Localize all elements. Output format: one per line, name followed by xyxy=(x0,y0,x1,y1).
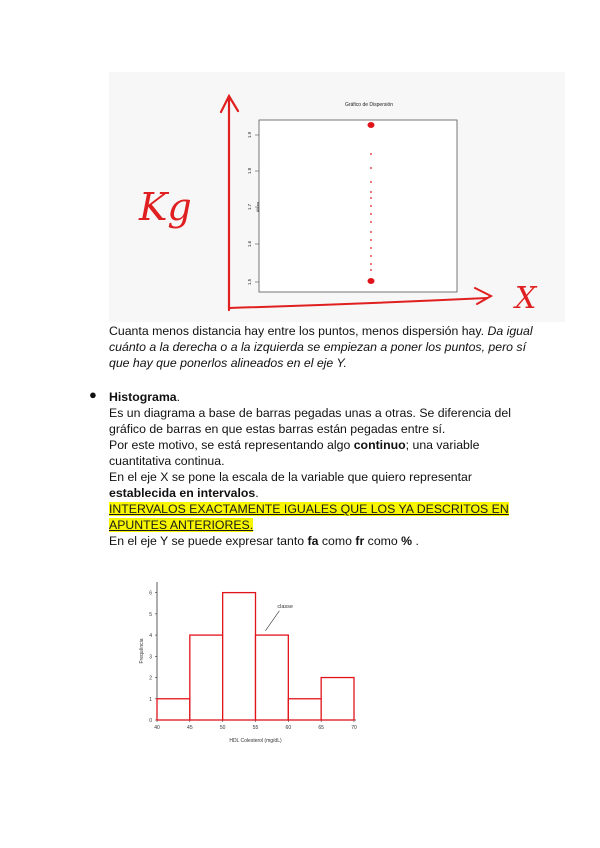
line-3-bold: continuo xyxy=(353,438,406,452)
line-6 xyxy=(109,485,579,501)
scatter-point-cluster-bottom xyxy=(368,278,375,284)
x-tick-label: 40 xyxy=(154,725,160,731)
hand-label-kg: Kg xyxy=(139,185,192,229)
line-1: Es un diagrama a base de barras pegadas unas a otras. Se diferencia del xyxy=(109,406,511,420)
x-tick-label: 55 xyxy=(252,725,259,731)
line-7-a: En el eje Y se puede expresar tanto xyxy=(109,534,305,548)
hand-label-x: X xyxy=(515,281,537,316)
line-3-a: Por este motivo, se está representando algo xyxy=(109,438,351,452)
x-tick-label: 45 xyxy=(187,725,193,731)
scatter-point xyxy=(370,221,372,223)
y-tick-label: 4 xyxy=(149,633,152,640)
scatter-point xyxy=(370,239,372,241)
y-tick-label: 5 xyxy=(149,611,152,618)
scatter-point xyxy=(370,205,372,207)
line-3-c: ; una variable xyxy=(405,438,480,452)
line-2: gráfico de barras en que estas barras están pegadas entre sí. xyxy=(109,422,446,436)
scatter-plot-svg xyxy=(109,72,565,322)
line-7 xyxy=(109,533,579,549)
histogram-bars xyxy=(157,593,354,720)
line-7-como-2: como xyxy=(367,534,398,548)
hand-drawn-y-axis xyxy=(221,96,238,310)
dispersion-paragraph xyxy=(109,323,569,371)
highlight-text-2: APUNTES ANTERIORES. xyxy=(109,518,254,532)
bullet-title-dot: . xyxy=(176,390,181,404)
y-tick-label: 1.5 xyxy=(247,278,252,286)
annotation-arrow xyxy=(265,611,279,631)
x-tick-label: 60 xyxy=(285,725,292,731)
scatter-point xyxy=(370,269,372,271)
highlight-line-2 xyxy=(109,517,579,533)
line-7-dot: . xyxy=(415,534,419,548)
y-tick-label: 1.8 xyxy=(247,167,252,175)
p1-italic-b: cuánto a la derecha o a la izquierda se empiezan a poner los puntos, pero sí xyxy=(109,340,526,354)
bullet-dot: ● xyxy=(89,387,97,402)
histogram-bar xyxy=(190,635,223,720)
scatter-point-cluster-top xyxy=(368,122,375,128)
line-5: En el eje X se pone la escala de la variable que quiero representar xyxy=(109,470,472,484)
x-tick-label: 65 xyxy=(318,725,324,731)
highlight-text-1: INTERVALOS EXACTAMENTE IGUALES QUE LOS YA DESCRITOS EN xyxy=(109,502,509,516)
scatter-point xyxy=(370,263,372,265)
scatter-point xyxy=(370,181,372,183)
scatter-point xyxy=(370,167,372,169)
histogram-bar xyxy=(288,699,321,720)
scatter-point xyxy=(370,255,372,257)
p1-italic-a: Da igual xyxy=(487,324,533,338)
y-tick-label: 3 xyxy=(149,654,152,661)
y-tick-label: 1.7 xyxy=(247,203,252,211)
scatter-title: Gráfico de Dispersión xyxy=(344,102,394,108)
histogram-bar xyxy=(157,699,190,720)
highlight-line-1 xyxy=(109,501,579,517)
x-axis-label: HDL Colesterol (mg/dL) xyxy=(229,738,282,744)
scatter-point xyxy=(370,213,372,215)
y-tick-label: 0 xyxy=(149,718,152,724)
line-7-fr: fr xyxy=(355,534,365,548)
line-6-bold: establecida en intervalos xyxy=(109,486,256,500)
p1-italic-c: que hay que ponerlos alineados en el eje Y. xyxy=(109,356,347,370)
scatter-point xyxy=(370,191,372,193)
y-tick-label: 1.9 xyxy=(247,131,252,139)
line-7-como-1: como xyxy=(321,534,352,548)
y-tick-label: 1 xyxy=(149,696,152,703)
x-tick-label: 70 xyxy=(351,725,357,731)
scatter-frame xyxy=(259,120,457,292)
bullet-title-line xyxy=(109,389,579,405)
p1-normal: Cuanta menos distancia hay entre los puntos, menos dispersión hay. xyxy=(109,324,485,338)
y-axis-label: Frequência xyxy=(139,638,145,664)
line-6-dot: . xyxy=(255,486,259,500)
annotation-classe: classe xyxy=(277,603,293,610)
scatter-y-axis-label: Altura xyxy=(255,201,260,213)
line-3 xyxy=(109,437,579,453)
histogram-section xyxy=(109,389,579,549)
scatter-point xyxy=(370,231,372,233)
histogram-bar xyxy=(223,593,256,720)
y-tick-label: 6 xyxy=(149,590,152,597)
histogram-bar xyxy=(321,678,354,720)
line-7-percent: % xyxy=(401,534,413,548)
line-7-fa: fa xyxy=(307,534,319,548)
histogram-chart xyxy=(128,568,368,748)
y-tick-label: 2 xyxy=(149,675,152,682)
scatter-point xyxy=(370,247,372,249)
bullet-title: Histograma xyxy=(109,390,177,404)
y-tick-label: 1.6 xyxy=(247,240,252,248)
line-4: cuantitativa continua. xyxy=(109,454,225,468)
scatter-point xyxy=(370,153,372,155)
histogram-bar xyxy=(256,635,289,720)
scatter-point xyxy=(370,197,372,199)
x-tick-label: 50 xyxy=(219,725,226,731)
scatter-plot-figure xyxy=(109,72,565,322)
